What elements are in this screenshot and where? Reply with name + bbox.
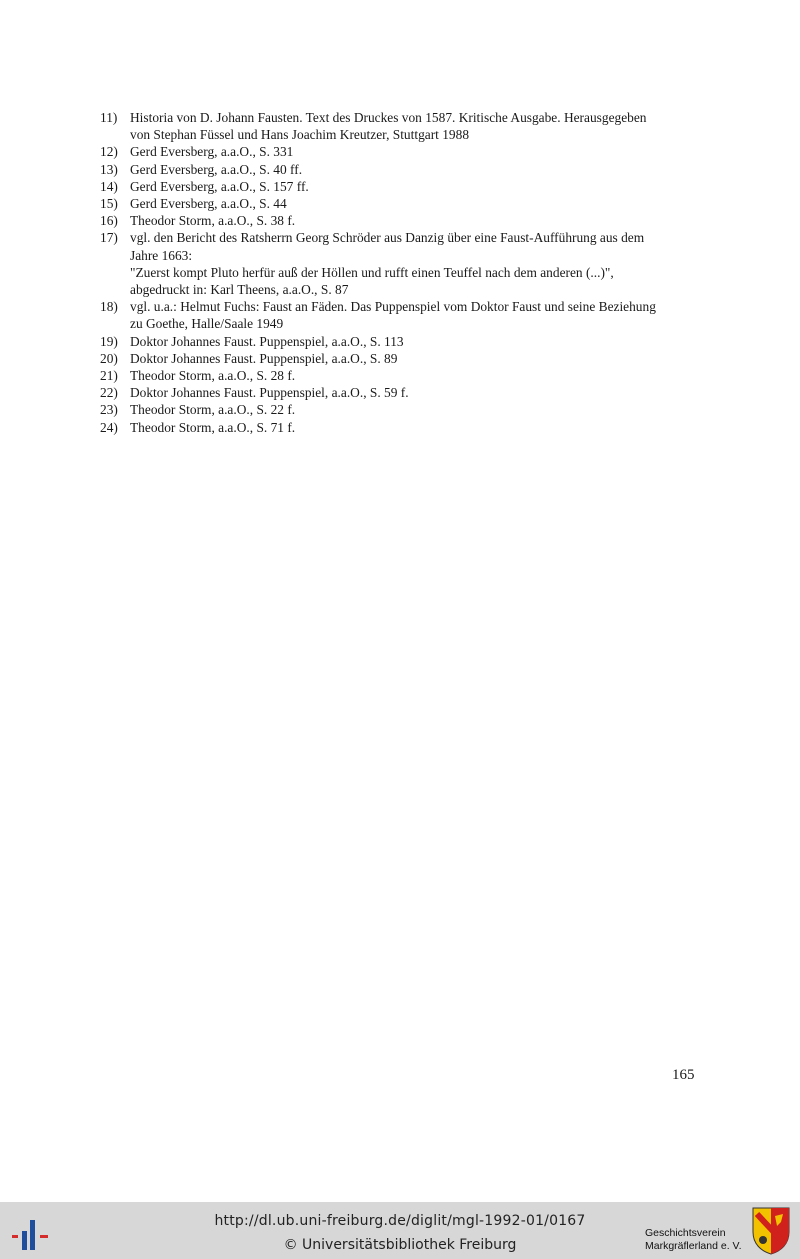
footnote-text	[130, 109, 700, 143]
page-number: 165	[672, 1067, 695, 1083]
coat-of-arms-icon	[751, 1206, 791, 1256]
footnote-20	[100, 350, 700, 367]
footnote-line: Gerd Eversberg, a.a.O., S. 157 ff.	[130, 178, 309, 194]
footnote-14	[100, 178, 700, 195]
footnote-18	[100, 298, 700, 332]
footnote-text	[130, 333, 700, 350]
footnote-number: 13)	[100, 161, 118, 177]
footnote-22	[100, 384, 700, 401]
footnote-line: Historia von D. Johann Fausten. Text des Druckes von 1587. Kritische Ausgabe. Herausgegeben	[130, 110, 647, 125]
footnote-23	[100, 401, 700, 418]
footnote-line: Jahre 1663:	[130, 247, 193, 263]
footnote-number: 20)	[100, 350, 118, 366]
footnote-line: zu Goethe, Halle/Saale 1949	[130, 316, 284, 332]
footnote-17	[100, 229, 700, 298]
footnote-line: Gerd Eversberg, a.a.O., S. 44	[130, 196, 287, 212]
footnote-text	[130, 384, 700, 401]
footnote-line: Doktor Johannes Faust. Puppenspiel, a.a.O., S. 89	[130, 350, 398, 366]
footnote-number: 19)	[100, 333, 118, 349]
footnote-line: Theodor Storm, a.a.O., S. 28 f.	[130, 368, 296, 384]
footnote-number: 14)	[100, 178, 118, 194]
source-url-link[interactable]: http://dl.ub.uni-freiburg.de/diglit/mgl-1992-01/0167	[214, 1213, 586, 1229]
footnote-line: Theodor Storm, a.a.O., S. 38 f.	[130, 213, 296, 229]
footnote-12	[100, 143, 700, 160]
footnote-text	[130, 212, 700, 229]
footnote-number: 24)	[100, 419, 118, 435]
footnote-number: 21)	[100, 368, 118, 384]
footnote-line: vgl. den Bericht des Ratsherrn Georg Schröder aus Danzig über eine Faust-Aufführung aus dem	[130, 230, 645, 246]
footnote-number: 22)	[100, 385, 118, 401]
footnote-line: Theodor Storm, a.a.O., S. 71 f.	[130, 419, 296, 435]
footnote-11	[100, 109, 700, 143]
footnote-line: Doktor Johannes Faust. Puppenspiel, a.a.O., S. 59 f.	[130, 385, 409, 401]
footnote-text	[130, 178, 700, 195]
footnote-line: Doktor Johannes Faust. Puppenspiel, a.a.O., S. 113	[130, 333, 404, 349]
footnote-line: "Zuerst kompt Pluto herfür auß der Höllen und rufft einen Teuffel nach dem anderen (...)",	[130, 264, 614, 280]
footnote-text	[130, 419, 700, 436]
footnote-number: 15)	[100, 196, 118, 212]
society-line-2: Markgräflerland e. V.	[645, 1240, 742, 1252]
footnote-number: 23)	[100, 402, 118, 418]
footnotes-list	[100, 109, 700, 436]
footnote-24	[100, 419, 700, 436]
footnote-line: Theodor Storm, a.a.O., S. 22 f.	[130, 402, 296, 418]
footnote-text	[130, 161, 700, 178]
footnote-text	[130, 195, 700, 212]
footnote-text	[130, 229, 700, 298]
society-line-1: Geschichtsverein	[645, 1227, 726, 1239]
footnote-16	[100, 212, 700, 229]
footnote-text	[130, 350, 700, 367]
footnote-21	[100, 367, 700, 384]
copyright-text: © Universitätsbibliothek Freiburg	[283, 1237, 517, 1253]
footnote-15	[100, 195, 700, 212]
footnote-line: abgedruckt in: Karl Theens, a.a.O., S. 87	[130, 282, 349, 298]
footnote-line: von Stephan Füssel und Hans Joachim Kreutzer, Stuttgart 1988	[130, 127, 470, 143]
footnote-number: 17)	[100, 230, 118, 246]
footnote-text	[130, 401, 700, 418]
footnote-number: 11)	[100, 110, 118, 125]
footnote-text	[130, 143, 700, 160]
footnote-number: 12)	[100, 144, 118, 160]
footnote-number: 18)	[100, 299, 118, 315]
footer-bar	[0, 1202, 800, 1259]
footnote-line: Gerd Eversberg, a.a.O., S. 331	[130, 144, 294, 160]
society-name	[645, 1227, 742, 1253]
footnote-13	[100, 161, 700, 178]
footnote-line: Gerd Eversberg, a.a.O., S. 40 ff.	[130, 161, 303, 177]
footnote-number: 16)	[100, 213, 118, 229]
footnote-text	[130, 298, 700, 332]
footnote-line: vgl. u.a.: Helmut Fuchs: Faust an Fäden. Das Puppenspiel vom Doktor Faust und seine Beziehung	[130, 299, 656, 315]
footnote-text	[130, 367, 700, 384]
footnote-19	[100, 333, 700, 350]
